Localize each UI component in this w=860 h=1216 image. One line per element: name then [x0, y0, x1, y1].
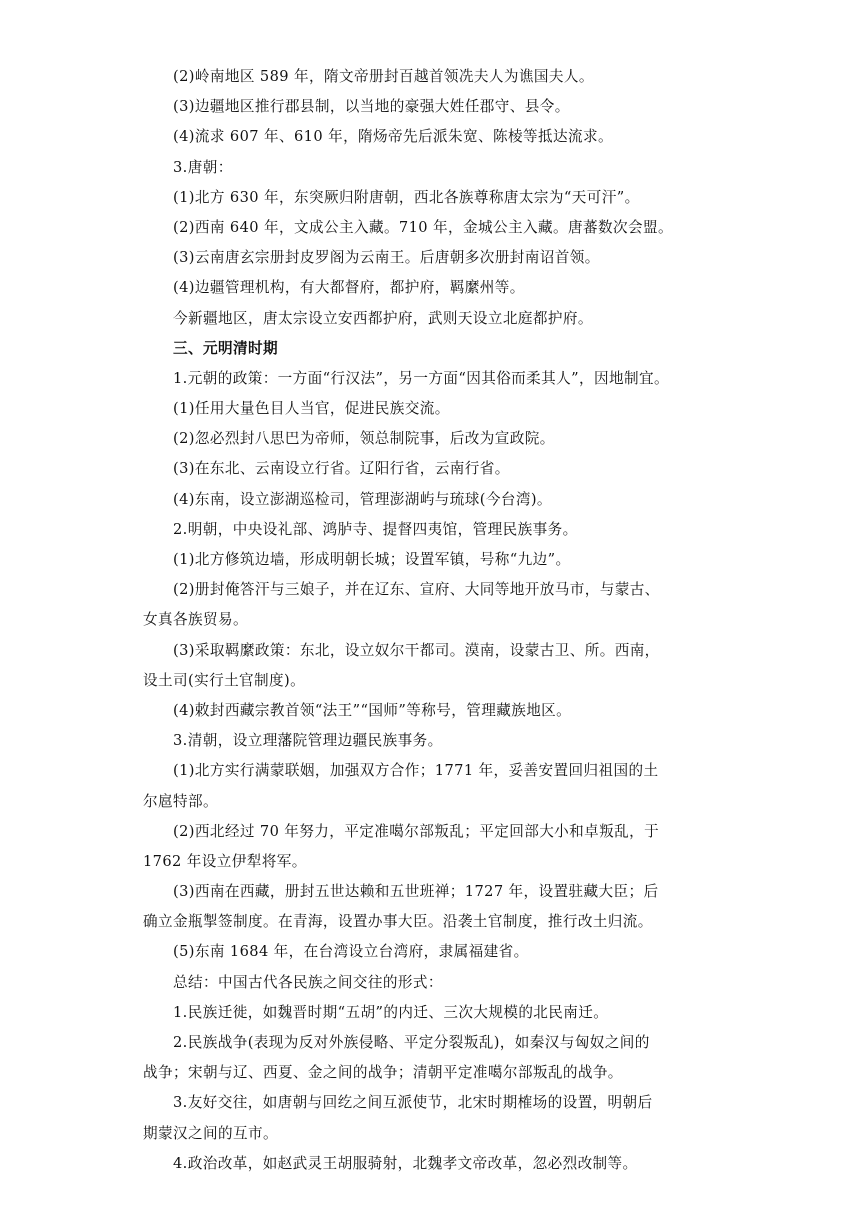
text-line: (1)任用大量色目人当官，促进民族交流。 [173, 400, 450, 418]
text-line: 3.唐朝： [173, 158, 233, 176]
text-line: 总结：中国古代各民族之间交往的形式： [173, 973, 443, 991]
text-line: 设土司(实行土官制度)。 [143, 671, 306, 689]
text-line: 2.民族战争(表现为反对外族侵略、平定分裂叛乱)，如秦汉与匈奴之间的 [173, 1034, 650, 1051]
text-line: 战争；宋朝与辽、西夏、金之间的战争；清朝平定准噶尔部叛乱的战争。 [143, 1064, 623, 1082]
text-line: 1.元朝的政策：一方面“行汉法”，另一方面“因其俗而柔其人”，因地制宜。 [173, 369, 669, 387]
document-page [143, 62, 713, 1179]
text-line: (3)在东北、云南设立行省。辽阳行省，云南行省。 [173, 460, 510, 478]
text-line: (4)流求 607 年、610 年，隋炀帝先后派朱宽、陈棱等抵达流求。 [173, 128, 613, 146]
text-line: 女真各族贸易。 [143, 611, 248, 629]
text-line: 确立金瓶掣签制度。在青海，设置办事大臣。沿袭土官制度，推行改土归流。 [143, 913, 653, 931]
text-line: (2)西南 640 年，文成公主入藏。710 年，金城公主入藏。唐蕃数次会盟。 [173, 218, 673, 236]
text-line: (3)云南唐玄宗册封皮罗阁为云南王。后唐朝多次册封南诏首领。 [173, 249, 600, 267]
section-heading: 三、元明清时期 [173, 339, 278, 357]
text-line: (4)敕封西藏宗教首领“法王”“国师”等称号，管理藏族地区。 [173, 701, 572, 719]
text-line: (1)北方修筑边墙，形成明朝长城；设置军镇，号称“九边”。 [173, 551, 571, 568]
text-line: (3)边疆地区推行郡县制，以当地的豪强大姓任郡守、县令。 [173, 98, 570, 116]
text-line: 4.政治改革，如赵武灵王胡服骑射，北魏孝文帝改革，忽必烈改制等。 [173, 1154, 638, 1172]
text-line: 尔扈特部。 [143, 792, 218, 810]
text-line: (3)采取羁縻政策：东北，设立奴尔干都司。漠南，设蒙古卫、所。西南， [173, 641, 660, 659]
text-line: (3)西南在西藏，册封五世达赖和五世班禅；1727 年，设置驻藏大臣；后 [173, 883, 659, 901]
text-line: 1762 年设立伊犁将军。 [143, 852, 307, 870]
text-line: 3.友好交往，如唐朝与回纥之间互派使节，北宋时期榷场的设置，明朝后 [173, 1094, 653, 1112]
text-line: 1.民族迁徙，如魏晋时期“五胡”的内迁、三次大规模的北民南迁。 [173, 1003, 609, 1021]
text-line: (2)西北经过 70 年努力，平定准噶尔部叛乱；平定回部大小和卓叛乱，于 [173, 822, 660, 840]
text-line: (2)册封俺答汗与三娘子，并在辽东、宣府、大同等地开放马市，与蒙古、 [173, 581, 660, 599]
text-line: 2.明朝，中央设礼部、鸿胪寺、提督四夷馆，管理民族事务。 [173, 520, 578, 538]
text-line: (1)北方 630 年，东突厥归附唐朝，西北各族尊称唐太宗为“天可汗”。 [173, 188, 640, 206]
text-line: (2)忽必烈封八思巴为帝师，领总制院事，后改为宣政院。 [173, 430, 555, 448]
text-line: (5)东南 1684 年，在台湾设立台湾府，隶属福建省。 [173, 943, 529, 961]
text-line: 期蒙汉之间的互市。 [143, 1124, 278, 1142]
text-line: 3.清朝，设立理藩院管理边疆民族事务。 [173, 732, 443, 750]
text-line: (4)边疆管理机构，有大都督府，都护府，羁縻州等。 [173, 279, 525, 297]
text-line: (4)东南，设立澎湖巡检司，管理澎湖屿与琉球(今台湾)。 [173, 490, 552, 508]
text-line: (2)岭南地区 589 年，隋文帝册封百越首领冼夫人为谯国夫人。 [173, 68, 594, 85]
text-line: 今新疆地区，唐太宗设立安西都护府，武则天设立北庭都护府。 [173, 309, 593, 327]
text-line: (1)北方实行满蒙联姻，加强双方合作；1771 年，妥善安置回归祖国的土 [173, 762, 659, 780]
